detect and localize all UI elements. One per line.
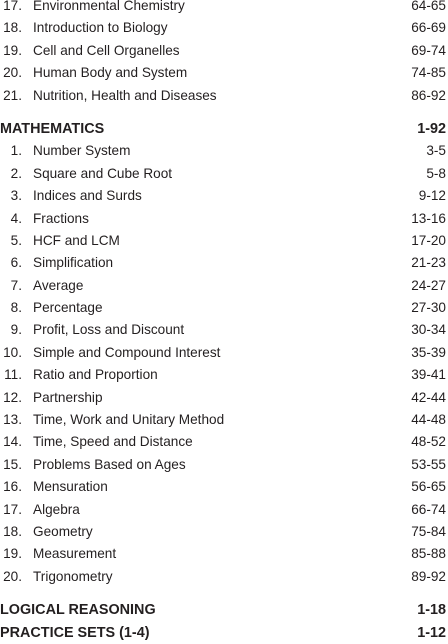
chapter-number: 16. xyxy=(3,479,22,495)
chapter-page-range: 17-20 xyxy=(411,232,446,248)
chapter-title: Nutrition, Health and Diseases xyxy=(33,87,217,103)
chapter-page-range: 66-74 xyxy=(411,501,446,517)
toc-row xyxy=(0,62,448,84)
chapter-title: Geometry xyxy=(33,523,93,539)
chapter-page-range: 24-27 xyxy=(411,277,446,293)
chapter-page-range: 5-8 xyxy=(426,165,446,181)
toc-row xyxy=(0,364,448,386)
chapter-page-range: 13-16 xyxy=(411,210,446,226)
section-page-range: 1-18 xyxy=(417,602,446,619)
chapter-page-range: 75-84 xyxy=(411,523,446,539)
chapter-number: 11. xyxy=(4,367,22,383)
chapter-page-range: 66-69 xyxy=(411,20,446,36)
section-heading-logical-reasoning xyxy=(0,599,448,621)
chapter-page-range: 74-85 xyxy=(411,65,446,81)
chapter-number: 21. xyxy=(3,87,22,103)
section-title: LOGICAL REASONING xyxy=(0,602,156,619)
chapter-title: Fractions xyxy=(33,210,89,226)
chapter-title: Indices and Surds xyxy=(33,188,142,204)
toc-row xyxy=(0,409,448,431)
section-title: MATHEMATICS xyxy=(0,120,105,137)
chapter-number: 19. xyxy=(3,42,22,58)
chapter-page-range: 89-92 xyxy=(411,568,446,584)
chapter-title: Environmental Chemistry xyxy=(33,0,185,13)
chapter-title: Time, Speed and Distance xyxy=(33,434,193,450)
chapter-number: 6. xyxy=(10,255,22,271)
chapter-number: 8. xyxy=(10,300,22,316)
chapter-page-range: 30-34 xyxy=(411,322,446,338)
chapter-title: Profit, Loss and Discount xyxy=(33,322,185,338)
chapter-number: 13. xyxy=(3,412,22,428)
chapter-page-range: 69-74 xyxy=(411,42,446,58)
toc-row xyxy=(0,566,448,588)
toc-row xyxy=(0,252,448,274)
chapter-title: Number System xyxy=(33,143,131,159)
chapter-page-range: 21-23 xyxy=(411,255,446,271)
chapter-page-range: 9-12 xyxy=(418,188,446,204)
chapter-number: 3. xyxy=(10,188,22,204)
chapter-page-range: 42-44 xyxy=(411,389,446,405)
chapter-number: 18. xyxy=(3,523,22,539)
science-chapter-list xyxy=(0,0,448,107)
toc-row xyxy=(0,319,448,341)
chapter-number: 2. xyxy=(10,165,22,181)
chapter-title: Trigonometry xyxy=(33,568,113,584)
chapter-number: 9. xyxy=(10,322,22,338)
chapter-number: 17. xyxy=(3,0,22,13)
chapter-page-range: 64-65 xyxy=(411,0,446,13)
chapter-title: Simplification xyxy=(33,255,114,271)
toc-row xyxy=(0,163,448,185)
toc-row xyxy=(0,387,448,409)
mathematics-chapter-list xyxy=(0,140,448,588)
chapter-title: Time, Work and Unitary Method xyxy=(33,412,225,428)
toc-row xyxy=(0,0,448,17)
chapter-page-range: 53-55 xyxy=(411,456,446,472)
chapter-title: Average xyxy=(33,277,84,293)
toc-row xyxy=(0,85,448,107)
toc-row xyxy=(0,499,448,521)
toc-row xyxy=(0,297,448,319)
chapter-title: Percentage xyxy=(33,300,103,316)
chapter-page-range: 85-88 xyxy=(411,546,446,562)
chapter-number: 20. xyxy=(3,65,22,81)
chapter-number: 10. xyxy=(3,344,22,360)
toc-row xyxy=(0,230,448,252)
chapter-title: Ratio and Proportion xyxy=(33,367,158,383)
chapter-number: 18. xyxy=(3,20,22,36)
chapter-page-range: 35-39 xyxy=(411,344,446,360)
toc-row xyxy=(0,17,448,39)
chapter-title: HCF and LCM xyxy=(33,232,120,248)
toc-row xyxy=(0,185,448,207)
section-page-range: 1-12 xyxy=(417,624,446,641)
chapter-page-range: 27-30 xyxy=(411,300,446,316)
chapter-title: Algebra xyxy=(33,501,80,517)
section-page-range: 1-92 xyxy=(417,120,446,137)
chapter-page-range: 86-92 xyxy=(411,87,446,103)
chapter-number: 19. xyxy=(3,546,22,562)
section-heading-practice-sets xyxy=(0,622,448,644)
chapter-page-range: 56-65 xyxy=(411,479,446,495)
toc-row xyxy=(0,208,448,230)
chapter-number: 1. xyxy=(10,143,22,159)
chapter-title: Simple and Compound Interest xyxy=(33,344,221,360)
chapter-title: Partnership xyxy=(33,389,103,405)
toc-row xyxy=(0,454,448,476)
chapter-number: 14. xyxy=(3,434,22,450)
chapter-number: 15. xyxy=(3,456,22,472)
chapter-page-range: 39-41 xyxy=(411,367,446,383)
chapter-title: Square and Cube Root xyxy=(33,165,173,181)
chapter-title: Mensuration xyxy=(33,479,108,495)
chapter-title: Introduction to Biology xyxy=(33,20,168,36)
chapter-number: 4. xyxy=(10,210,22,226)
section-heading-mathematics xyxy=(0,118,448,140)
toc-row xyxy=(0,543,448,565)
chapter-number: 17. xyxy=(3,501,22,517)
section-title: PRACTICE SETS (1-4) xyxy=(0,624,150,641)
chapter-page-range: 3-5 xyxy=(426,143,446,159)
chapter-number: 5. xyxy=(10,232,22,248)
toc-row xyxy=(0,342,448,364)
chapter-number: 20. xyxy=(3,568,22,584)
chapter-title: Problems Based on Ages xyxy=(33,456,186,472)
chapter-number: 7. xyxy=(10,277,22,293)
chapter-title: Human Body and System xyxy=(33,65,188,81)
chapter-page-range: 44-48 xyxy=(411,412,446,428)
toc-row xyxy=(0,140,448,162)
toc-row xyxy=(0,476,448,498)
toc-row xyxy=(0,275,448,297)
chapter-page-range: 48-52 xyxy=(411,434,446,450)
toc-row xyxy=(0,40,448,62)
chapter-title: Measurement xyxy=(33,546,117,562)
toc-row xyxy=(0,431,448,453)
toc-row xyxy=(0,521,448,543)
chapter-number: 12. xyxy=(3,389,22,405)
chapter-title: Cell and Cell Organelles xyxy=(33,42,180,58)
